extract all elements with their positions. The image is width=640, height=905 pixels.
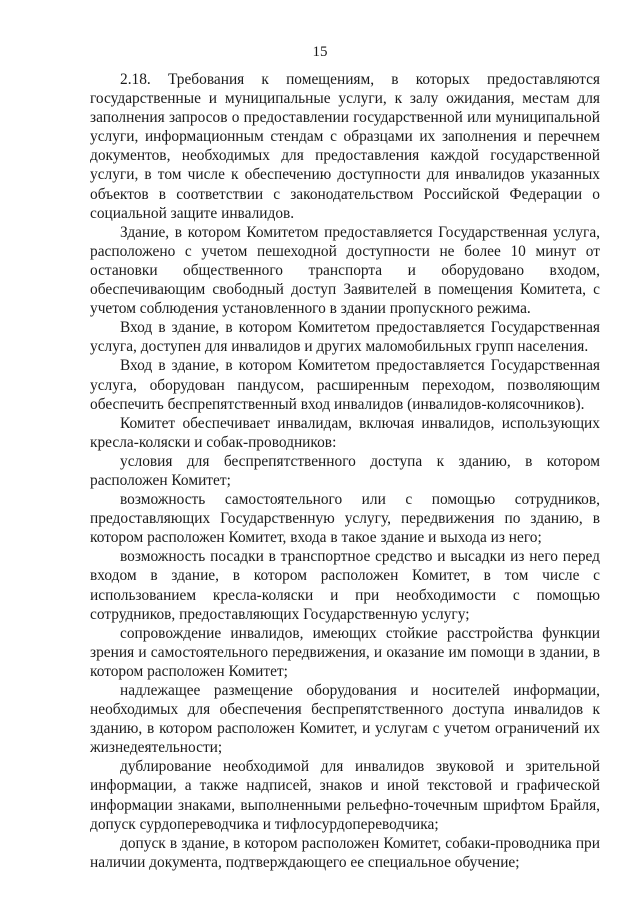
list-item-movement-in-building: возможность самостоятельного или с помощью сотрудников, предоставляющих Государственную услугу, передвижения по зданию, в котором расположен Комитет, входа в такое здание и выхода из него; xyxy=(90,491,600,547)
page-number: 15 xyxy=(312,44,328,60)
paragraph-2-18-requirements: 2.18. Требования к помещениям, в которых предоставляются государственные и муниципальные услуги, к залу ожидания, местам для заполнения запросов о предоставлении государственной или муниципальной услуги, информационным стендам с образцами их заполнения и перечнем документов, необходимых для предоставления каждой государственной услуги, в том числе к обеспечению доступности для инвалидов указанных объектов в соответствии с законодательством Российской Федерации о социальной защите инвалидов. xyxy=(90,71,600,222)
list-item-unobstructed-access: условия для беспрепятственного доступа к зданию, в котором расположен Комитет; xyxy=(90,452,600,489)
list-item-vehicle-boarding: возможность посадки в транспортное средство и высадки из него перед входом в здание, в котором расположен Комитет, в том числе с использованием кресла-коляски и при необходимости с помощью сотрудников, предоставляющих Государственную услугу; xyxy=(90,548,600,623)
paragraph-entrance-ramp: Вход в здание, в котором Комитетом предоставляется Государственная услуга, оборудован пандусом, расширенным переходом, позволяющим обеспечить беспрепятственный вход инвалидов (инвалидов-колясочников). xyxy=(90,357,600,413)
list-item-escort-visually-impaired: сопровождение инвалидов, имеющих стойкие расстройства функции зрения и самостоятельного передвижения, и оказание им помощи в здании, в котором расположен Комитет; xyxy=(90,624,600,680)
list-item-equipment-placement: надлежащее размещение оборудования и носителей информации, необходимых для обеспечения беспрепятственного доступа инвалидов к зданию, в котором расположен Комитет, и услугам с учетом ограничений их жизнедеятельности; xyxy=(90,682,600,757)
paragraph-building-location: Здание, в котором Комитетом предоставляется Государственная услуга, расположено с учетом пешеходной доступности не более 10 минут от остановки общественного транспорта и оборудовано входом, обеспечивающим свободный доступ Заявителей в помещения Комитета, с учетом соблюдения установленного в здании пропускного режима. xyxy=(90,223,600,318)
paragraph-committee-provides: Комитет обеспечивает инвалидам, включая инвалидов, использующих кресла-коляски и собак-проводников: xyxy=(90,414,600,451)
list-item-information-duplication: дублирование необходимой для инвалидов звуковой и зрительной информации, а также надписей, знаков и иной текстовой и графической информации знаками, выполненными рельефно-точечным шрифтом Брайля, допуск сурдопереводчика и тифлосурдопереводчика; xyxy=(90,758,600,833)
paragraph-entrance-accessible: Вход в здание, в котором Комитетом предоставляется Государственная услуга, доступен для инвалидов и других маломобильных групп населения. xyxy=(90,319,600,356)
list-item-guide-dog-admission: допуск в здание, в котором расположен Комитет, собаки-проводника при наличии документа, подтверждающего ее специальное обучение; xyxy=(90,834,600,871)
document-body xyxy=(90,70,600,872)
